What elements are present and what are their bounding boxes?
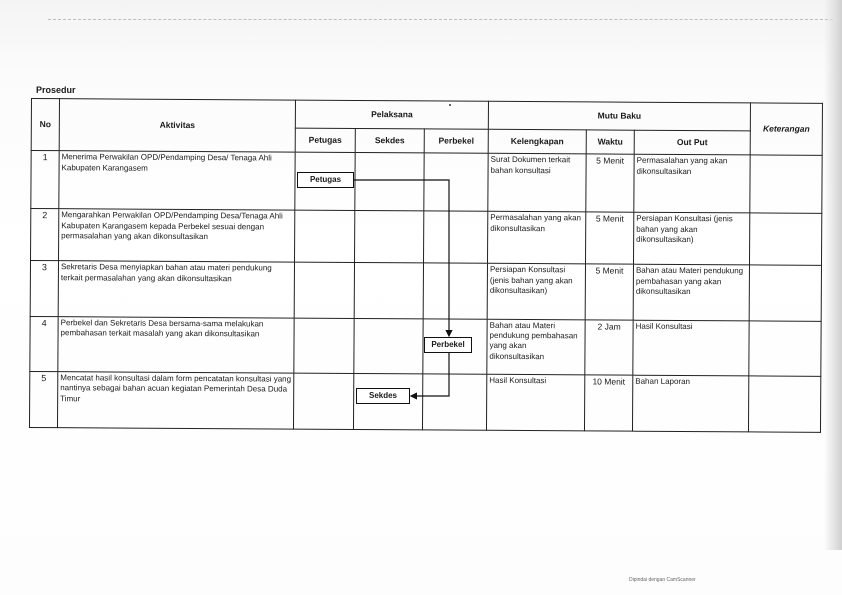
- header-aktivitas: Aktivitas: [59, 99, 295, 153]
- row-kelengkapan: Surat Dokumen terkait bahan konsultasi: [488, 153, 586, 212]
- cell-sekdes: [354, 211, 423, 264]
- cell-petugas: [294, 210, 354, 263]
- table-row: [29, 371, 820, 432]
- procedure-table: [29, 98, 823, 433]
- section-title: Prosedur: [36, 85, 76, 95]
- cell-perbekel: [422, 374, 486, 431]
- cell-petugas: [294, 318, 354, 374]
- scanner-watermark: Dipindai dengan CamScanner: [629, 577, 696, 583]
- row-no: 1: [31, 151, 59, 209]
- row-kelengkapan: Bahan atau Materi pendukung pembahasan yang akan dikonsultasikan: [487, 319, 585, 375]
- row-no: 2: [31, 209, 59, 261]
- header-output: Out Put: [634, 130, 750, 155]
- cell-petugas: [294, 263, 354, 319]
- row-keterangan: [750, 155, 822, 214]
- table-row: [31, 209, 822, 266]
- row-aktivitas: Menerima Perwakilan OPD/Pendamping Desa/ Tenaga Ahli Kabupaten Karangasem: [59, 151, 295, 211]
- header-waktu: Waktu: [586, 130, 634, 154]
- row-output: Bahan atau Materi pendukung pembahasan yang akan dikonsultasikan: [633, 265, 749, 321]
- header-kelengkapan: Kelengkapan: [488, 129, 586, 154]
- flow-box-sekdes: Sekdes: [356, 388, 410, 404]
- header-mutu-baku: Mutu Baku: [488, 101, 750, 131]
- cell-perbekel: [423, 211, 487, 264]
- row-kelengkapan: Permasalahan yang akan dikonsultasikan: [487, 212, 585, 265]
- row-no: 4: [30, 316, 58, 371]
- row-keterangan: [749, 376, 821, 433]
- row-keterangan: [749, 265, 821, 321]
- row-no: 3: [30, 261, 58, 316]
- flow-box-petugas: Petugas: [297, 172, 354, 188]
- header-petugas: Petugas: [295, 128, 355, 152]
- row-waktu: 2 Jam: [585, 320, 633, 375]
- header-no: No: [31, 99, 59, 151]
- row-keterangan: [750, 213, 822, 266]
- row-aktivitas: Perbekel dan Sekretaris Desa bersama-sama melakukan pembahasan terkait masalah yang akan dikonsultasikan: [58, 316, 294, 373]
- flow-box-perbekel: Perbekel: [424, 337, 472, 353]
- page-edge-shadow: [824, 0, 842, 550]
- header-sekdes: Sekdes: [355, 129, 424, 153]
- row-waktu: 5 Menit: [586, 154, 634, 212]
- cell-sekdes: [354, 263, 423, 319]
- header-keterangan: Keterangan: [750, 103, 822, 156]
- row-no: 5: [29, 371, 57, 427]
- row-aktivitas: Mencatat hasil konsultasi dalam form pencatatan konsultasi yang nantinya sebagai bahan acuan kegiatan Pemerintah Desa Duda Timur: [57, 371, 293, 429]
- row-kelengkapan: Hasil Konsultasi: [486, 374, 584, 431]
- row-waktu: 5 Menit: [585, 212, 633, 264]
- row-aktivitas: Sekretaris Desa menyiapkan bahan atau materi pendukung terkait permasalahan yang akan dikonsultasikan: [58, 261, 294, 318]
- cell-perbekel: [423, 263, 487, 319]
- header-pelaksana: Pelaksana: [295, 100, 488, 129]
- row-kelengkapan: Persiapan Konsultasi (jenis bahan yang akan dikonsultasikan): [487, 264, 585, 320]
- row-output: Bahan Laporan: [632, 375, 748, 432]
- cell-perbekel: [424, 153, 488, 212]
- cell-sekdes: [354, 318, 423, 374]
- top-dashed-line: [48, 19, 838, 20]
- cell-petugas: [293, 373, 353, 430]
- cell-sekdes: [355, 153, 424, 212]
- row-output: Persiapan Konsultasi (jenis bahan yang akan dikonsultasikan): [633, 212, 749, 265]
- table-row: [30, 261, 821, 321]
- header-perbekel: Perbekel: [424, 129, 488, 153]
- row-aktivitas: Mengarahkan Perwakilan OPD/Pendamping Desa/Tenaga Ahli Kabupaten Karangasem kepada Perbekel sesuai dengan permasalahan yang akan dikonsultasikan: [59, 209, 295, 263]
- row-waktu: 5 Menit: [585, 264, 633, 319]
- row-output: Hasil Konsultasi: [633, 320, 749, 376]
- row-keterangan: [749, 321, 821, 377]
- table-row: [31, 151, 822, 214]
- row-output: Permasalahan yang akan dikonsultasikan: [634, 154, 750, 213]
- row-waktu: 10 Menit: [584, 375, 632, 432]
